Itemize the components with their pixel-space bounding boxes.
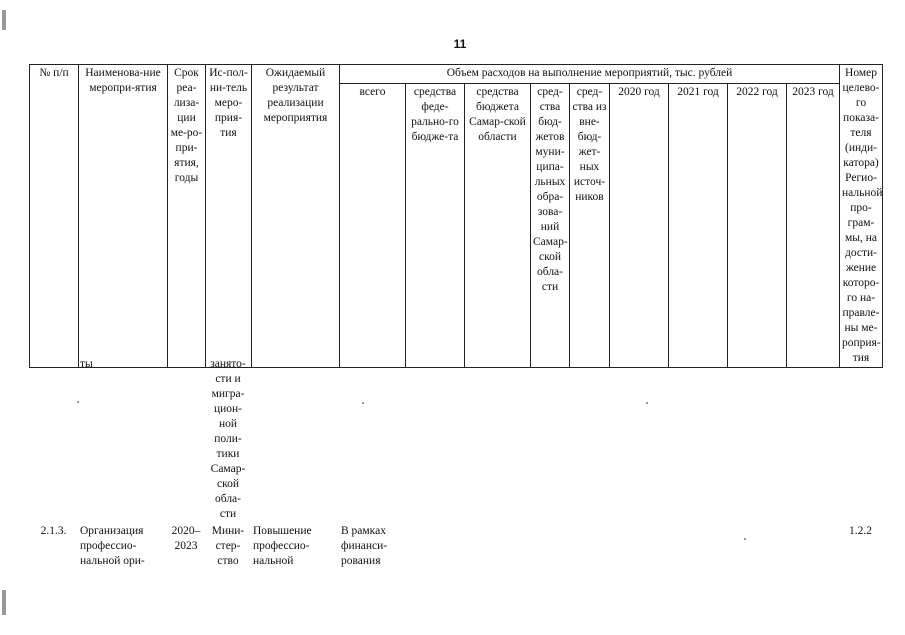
subheader-municipal: сред-ства бюд-жетов муни-ципа-льных обра-зова-ний Самар-ской обла-сти	[531, 83, 570, 367]
cell-term: 2020–2023	[171, 525, 201, 552]
subheader-regional: средства бюджета Самар-ской области	[465, 83, 531, 367]
scan-edge-mark	[2, 10, 6, 30]
scan-speck	[77, 401, 79, 403]
header-term: Срок реа-лиза-ции ме-ро-при-ятия, годы	[168, 65, 206, 368]
scan-speck	[646, 402, 648, 404]
subheader-2023: 2023 год	[787, 83, 840, 367]
cell-executor-continued: занято-сти и мигра-цион-ной поли-тики Самар-ской обла-сти	[210, 358, 246, 520]
scan-edge-mark	[2, 590, 6, 615]
continuation-table	[29, 356, 882, 570]
subheader-2020: 2020 год	[610, 83, 669, 367]
cell-total: В рамках финанси-рования	[341, 525, 388, 567]
header-name: Наименова-ние меропри-ятия	[79, 65, 168, 368]
page-number: 11	[453, 37, 467, 51]
header-executor: Ис-пол-ни-тель меро-прия-тия	[206, 65, 252, 368]
subheader-total: всего	[340, 83, 406, 367]
header-num: № п/п	[30, 65, 79, 368]
cell-executor: Мини-стер-ство	[211, 525, 245, 567]
cell-name: Организация профессио-нальной ори-	[80, 525, 145, 567]
cell-num: 2.1.3.	[40, 525, 67, 537]
subheader-federal: средства феде-рально-го бюдже-та	[406, 83, 465, 367]
subheader-2022: 2022 год	[728, 83, 787, 367]
subheader-extra: сред-ства из вне-бюд-жет-ных источ-ников	[570, 83, 610, 367]
subheader-2021: 2021 год	[669, 83, 728, 367]
cell-result: Повышение профессио-нальной	[253, 525, 312, 567]
activities-table	[29, 64, 883, 368]
cell-indicator: 1.2.2	[849, 525, 872, 537]
header-volume: Объем расходов на выполнение мероприятий, тыс. рублей	[340, 65, 840, 84]
table-row	[29, 356, 882, 523]
scan-speck	[362, 402, 364, 404]
cell-name-continued: ты	[80, 358, 93, 370]
header-result: Ожидаемый результат реализации мероприятия	[252, 65, 340, 368]
header-indicator: Номер целево-го показа-теля (инди-катора) Регио-нальной про-грам-мы, на дости-жение которо-го на-правле-ны ме-роприя-тия	[840, 65, 883, 368]
header-row-top	[30, 65, 883, 84]
scan-speck	[744, 538, 746, 540]
table-row	[29, 523, 882, 570]
